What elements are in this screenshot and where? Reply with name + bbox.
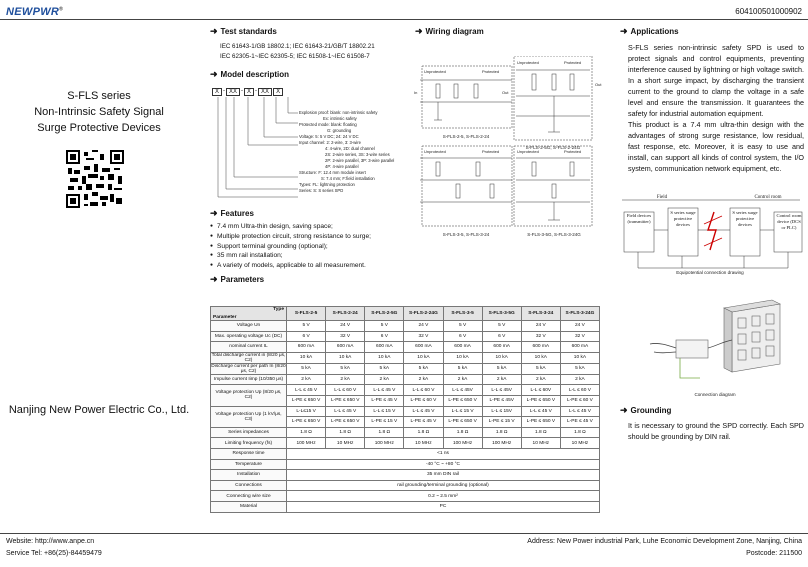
table-cell: 32 V bbox=[560, 331, 599, 342]
table-cell: L-PE ≤ 45 V bbox=[404, 417, 443, 428]
table-cell: 600 mA bbox=[365, 342, 404, 353]
table-cell: 10 kA bbox=[404, 352, 443, 363]
table-body-voltage-protection bbox=[211, 385, 600, 427]
table-cell: 100 MHz bbox=[443, 438, 482, 449]
model-code-part: X bbox=[273, 88, 283, 96]
address: Address: New Power industrial Park, Luhe Economic Development Zone, Nanjing, China bbox=[527, 538, 802, 545]
table-row bbox=[211, 406, 600, 417]
table-cell: 10 kA bbox=[287, 352, 326, 363]
out-label: Out bbox=[595, 82, 602, 87]
connection-diagram bbox=[640, 282, 790, 392]
table-cell: L-L ≤ 45 V bbox=[365, 385, 404, 396]
row-label: Discharge current per path In (8/20 μs, C2) bbox=[211, 363, 286, 374]
table-row bbox=[211, 448, 600, 459]
model-note: Ex: intrinsic safety bbox=[323, 116, 357, 121]
table-row bbox=[211, 501, 600, 512]
parameters-table bbox=[210, 306, 600, 513]
column-header: S-FLS-3-24 bbox=[521, 307, 560, 321]
table-cell: 600 mA bbox=[287, 342, 326, 353]
table-cell: L-PE ≤ 650 V bbox=[326, 417, 365, 428]
standard-line: IEC 62305-1~IEC 62305-5; IEC 61508-1~IEC 61508-7 bbox=[220, 53, 370, 60]
applications-text bbox=[628, 42, 804, 174]
type-parameter-cell bbox=[211, 307, 287, 321]
table-cell: 24 V bbox=[326, 321, 365, 332]
model-note: 2P: 2-wire parallel, 3P: 3-wire parallel bbox=[325, 158, 395, 163]
row-label: Response time bbox=[211, 448, 287, 459]
table-cell: L-PE ≤ 15 V bbox=[365, 417, 404, 428]
feature-item: ● 7.4 mm Ultra-thin design, saving space; bbox=[210, 222, 371, 232]
unprotected-label: Unprotected bbox=[517, 149, 539, 154]
series-title bbox=[6, 88, 192, 136]
row-label: Voltage protection Up (1 kV/μs, C3) bbox=[211, 406, 287, 427]
table-cell: L-L ≤ 15V bbox=[482, 406, 521, 417]
model-note: 4P: 4-wire parallel bbox=[325, 164, 359, 169]
row-label: Impulse current Iimp (10/350 μs) bbox=[211, 374, 287, 385]
column-header: S-FLS-2-5 bbox=[287, 307, 326, 321]
model-code-sep: - bbox=[255, 88, 258, 94]
row-label: Connections bbox=[211, 480, 287, 491]
table-cell: L-L ≤ 45V bbox=[482, 385, 521, 396]
type-label: Type bbox=[273, 307, 284, 312]
table-cell: 10 kA bbox=[365, 352, 404, 363]
wiring-caption: S-FLS-3-5G, S-FLS-3-24G bbox=[527, 232, 581, 237]
protected-label: Protected bbox=[564, 60, 582, 65]
features-heading: ➜ Features bbox=[210, 208, 254, 218]
row-label: Connecting wire size bbox=[211, 491, 287, 502]
table-cell: 5 kA bbox=[521, 363, 560, 374]
table-row bbox=[211, 459, 600, 470]
applications-heading: ➜ Applications bbox=[620, 26, 679, 36]
table-cell: 10 kA bbox=[443, 352, 482, 363]
model-note: 2S: 2-wire series, 3S: 3-wire series bbox=[325, 152, 390, 157]
table-cell: 10 kA bbox=[521, 352, 560, 363]
table-row bbox=[211, 470, 600, 481]
table-cell: 0.2 ~ 2.5 mm² bbox=[287, 491, 600, 502]
table-cell: L-PE ≤ 650 V bbox=[287, 417, 326, 428]
table-cell: L-L ≤ 45 V bbox=[521, 406, 560, 417]
title-line: Non-Intrinsic Safety Signal bbox=[34, 106, 164, 118]
table-cell: 24 V bbox=[560, 321, 599, 332]
table-cell: 2 kA bbox=[443, 374, 482, 385]
table-cell: 100 MHz bbox=[482, 438, 521, 449]
table-cell: L-L ≤ 60V bbox=[521, 385, 560, 396]
table-cell: 2 kA bbox=[521, 374, 560, 385]
model-code-part: X bbox=[212, 88, 222, 96]
equipotential-diagram bbox=[618, 190, 804, 278]
brand-logo: NEWPWR® bbox=[6, 6, 64, 18]
table-cell: 1.8 Ω bbox=[287, 427, 326, 438]
table-cell: L-L ≤ 45V bbox=[443, 385, 482, 396]
table-cell: L-PE ≤ 650 V bbox=[326, 395, 365, 406]
table-cell: 1.8 Ω bbox=[404, 427, 443, 438]
unprotected-label: Unprotected bbox=[517, 60, 539, 65]
arrow-right-icon: ➜ bbox=[210, 208, 218, 218]
table-cell: 10 kA bbox=[326, 352, 365, 363]
table-cell: 1.8 Ω bbox=[521, 427, 560, 438]
table-cell: 100 MHz bbox=[365, 438, 404, 449]
table-cell: 35 mm DIN rail bbox=[287, 470, 600, 481]
table-cell: L-PE ≤ 60 V bbox=[560, 395, 599, 406]
row-label: Max. operating voltage Uc (DC) bbox=[211, 331, 287, 342]
table-cell: 32 V bbox=[404, 331, 443, 342]
table-cell: 1.8 Ω bbox=[365, 427, 404, 438]
table-cell: L-PE ≤ 15 V bbox=[482, 417, 521, 428]
table-cell: 24 V bbox=[404, 321, 443, 332]
table-body-a bbox=[211, 321, 600, 385]
row-label: Installation bbox=[211, 470, 287, 481]
model-code-part: XX bbox=[258, 88, 272, 96]
model-note: Structure: F: 12.4 mm module insert bbox=[299, 170, 366, 175]
unprotected-label: Unprotected bbox=[424, 69, 446, 74]
column-header: S-FLS-3-24G bbox=[560, 307, 599, 321]
arrow-right-icon: ➜ bbox=[620, 26, 628, 36]
in-label: In bbox=[414, 90, 418, 95]
table-cell: 10 kA bbox=[560, 352, 599, 363]
table-cell: L-L ≤ 60 V bbox=[326, 385, 365, 396]
parameter-label: Parameter bbox=[213, 315, 237, 320]
table-row bbox=[211, 438, 600, 449]
table-row bbox=[211, 480, 600, 491]
feature-item: ● Multiple protection circuit, strong resistance to surge; bbox=[210, 232, 371, 242]
table-cell: 5 kA bbox=[365, 363, 404, 374]
table-cell: 6 V bbox=[287, 331, 326, 342]
table-cell: L-L ≤ 45 V bbox=[560, 406, 599, 417]
table-cell: 600 mA bbox=[560, 342, 599, 353]
row-label: Voltage protection Up (8/20 μs, C2) bbox=[211, 385, 287, 406]
table-cell: 5 kA bbox=[443, 363, 482, 374]
wiring-caption-2: S-FLS-2-5G, S-FLS-2-24G bbox=[525, 145, 581, 150]
table-cell: rail grounding/terminal grounding (optional) bbox=[287, 480, 600, 491]
table-cell: L-PE ≤ 650 V bbox=[443, 417, 482, 428]
out-label: Out bbox=[502, 90, 509, 95]
table-cell: 2 kA bbox=[365, 374, 404, 385]
table-row bbox=[211, 385, 600, 396]
connection-caption: Connection diagram bbox=[694, 392, 736, 397]
arrow-right-icon: ➜ bbox=[210, 69, 218, 79]
table-row bbox=[211, 363, 600, 374]
table-cell: 6 V bbox=[365, 331, 404, 342]
table-cell: PC bbox=[287, 501, 600, 512]
table-cell: L-PE ≤ 45 V bbox=[560, 417, 599, 428]
table-cell: 5 V bbox=[365, 321, 404, 332]
table-cell: L-L ≤ 15 V bbox=[443, 406, 482, 417]
postcode: Postcode: 211500 bbox=[746, 550, 802, 557]
model-note: Explosion proof: blank: non-intrinsic safety bbox=[299, 110, 378, 115]
column-header: S-FLS-2-5G bbox=[365, 307, 404, 321]
spd-field-label: S series surge protective devices bbox=[670, 210, 696, 227]
table-cell: <1 ns bbox=[287, 448, 600, 459]
applications-paragraph: This product is a 7.4 mm ultra-thin design with the advantages of strong surge resistance, low residual, fast response, etc. Moreover, it is easy to use and install, can support all kinds of control system, the I/O system, communication network equipment, etc. bbox=[628, 120, 804, 173]
table-cell: 10 MHz bbox=[560, 438, 599, 449]
table-cell: L-L ≤ 45 V bbox=[326, 406, 365, 417]
feature-item: ● 35 mm rail installation; bbox=[210, 251, 371, 261]
table-cell: 2 kA bbox=[560, 374, 599, 385]
header-divider bbox=[0, 19, 808, 20]
table-row bbox=[211, 342, 600, 353]
row-label: Material bbox=[211, 501, 287, 512]
footer-divider bbox=[0, 533, 808, 534]
column-header: S-FLS-2-24 bbox=[326, 307, 365, 321]
arrow-right-icon: ➜ bbox=[210, 274, 218, 284]
model-leader-lines bbox=[214, 97, 300, 201]
table-cell: L-L ≤ 45 V bbox=[287, 385, 326, 396]
table-cell: 5 V bbox=[287, 321, 326, 332]
table-cell: 5 kA bbox=[326, 363, 365, 374]
table-cell: L-L ≤ 60 V bbox=[404, 385, 443, 396]
arrow-right-icon: ➜ bbox=[415, 26, 423, 36]
table-row bbox=[211, 352, 600, 363]
table-cell: L-L ≤ 60 V bbox=[560, 385, 599, 396]
table-cell: 1.8 Ω bbox=[560, 427, 599, 438]
table-cell: 5 kA bbox=[287, 363, 326, 374]
model-note: G: grounding bbox=[327, 128, 352, 133]
table-cell: 5 kA bbox=[482, 363, 521, 374]
table-cell: 5 kA bbox=[404, 363, 443, 374]
table-cell: 600 mA bbox=[326, 342, 365, 353]
table-cell: 600 mA bbox=[482, 342, 521, 353]
test-standards-list bbox=[220, 42, 375, 62]
model-note: Voltage: 5: 5 V DC; 24: 24 V DC bbox=[299, 134, 359, 139]
table-cell: 6 V bbox=[443, 331, 482, 342]
title-line: S-FLS series bbox=[67, 90, 131, 102]
wiring-caption: S-FLS-3-5, S-FLS-3-24 bbox=[442, 232, 490, 237]
field-label: Field bbox=[656, 195, 668, 200]
table-cell: 6 V bbox=[482, 331, 521, 342]
row-label: Temperature bbox=[211, 459, 287, 470]
model-note: Protected mode: blank: floating bbox=[299, 122, 357, 127]
row-label: Voltage Un bbox=[211, 321, 287, 332]
table-cell: 1.8 Ω bbox=[443, 427, 482, 438]
qr-code bbox=[66, 150, 124, 208]
table-cell: 10 kA bbox=[482, 352, 521, 363]
wiring-heading: ➜ Wiring diagram bbox=[415, 26, 484, 36]
control-room-label: Control room bbox=[754, 195, 782, 200]
model-notes bbox=[299, 110, 394, 194]
table-row bbox=[211, 321, 600, 332]
control-device-label: Control room device (DCS or PLC) bbox=[776, 213, 802, 230]
company-name: Nanjing New Power Electric Co., Ltd. bbox=[8, 404, 190, 416]
equipotential-caption: Equipotential connection drawing bbox=[676, 270, 744, 275]
column-header: S-FLS-3-5 bbox=[443, 307, 482, 321]
test-standards-heading: ➜ Test standards bbox=[210, 26, 277, 36]
model-code-sep: - bbox=[223, 88, 226, 94]
title-line: Surge Protective Devices bbox=[37, 122, 161, 134]
arrow-right-icon: ➜ bbox=[210, 26, 218, 36]
table-row bbox=[211, 491, 600, 502]
table-cell: L-PE ≤ 60 V bbox=[404, 395, 443, 406]
model-code-part: X bbox=[244, 88, 254, 96]
table-cell: L-PE ≤ 650 V bbox=[521, 395, 560, 406]
protected-label: Protected bbox=[482, 69, 500, 74]
model-code bbox=[212, 88, 283, 96]
model-heading: ➜ Model description bbox=[210, 69, 289, 79]
table-body-common bbox=[211, 448, 600, 512]
table-row bbox=[211, 374, 600, 385]
model-note: S: 7.4 mm; F:field installation bbox=[321, 176, 375, 181]
table-cell: 2 kA bbox=[404, 374, 443, 385]
protected-label: Protected bbox=[482, 149, 500, 154]
table-cell: 600 mA bbox=[443, 342, 482, 353]
model-note: Types: FL: lightning protection bbox=[299, 182, 355, 187]
table-cell: L-L≤15 V bbox=[287, 406, 326, 417]
table-cell: 5 kA bbox=[560, 363, 599, 374]
table-cell: 2 kA bbox=[287, 374, 326, 385]
table-cell: 600 mA bbox=[521, 342, 560, 353]
table-cell: -40 °C ~ +80 °C bbox=[287, 459, 600, 470]
arrow-right-icon: ➜ bbox=[620, 405, 628, 415]
unprotected-label: Unprotected bbox=[424, 149, 446, 154]
row-label: Series impedances bbox=[211, 427, 287, 438]
row-label: nominal current IL bbox=[211, 342, 287, 353]
table-cell: 5 V bbox=[482, 321, 521, 332]
document-number: 604100501000902 bbox=[735, 7, 802, 16]
table-header-row bbox=[211, 307, 600, 321]
table-row bbox=[211, 331, 600, 342]
feature-item: ● Support terminal grounding (optional); bbox=[210, 242, 371, 252]
wiring-caption: S-FLS-2-5, S-FLS-2-24 bbox=[442, 134, 490, 139]
table-cell: 10 MHz bbox=[404, 438, 443, 449]
table-cell: 5 V bbox=[443, 321, 482, 332]
table-cell: L-PE ≤ 650 V bbox=[287, 395, 326, 406]
table-cell: L-L ≤ 15 V bbox=[365, 406, 404, 417]
table-cell: 32 V bbox=[326, 331, 365, 342]
table-cell: L-PE ≤ 650 V bbox=[521, 417, 560, 428]
table-row bbox=[211, 427, 600, 438]
model-note: Input channel: 2: 2-wire, 3: 3-wire bbox=[299, 140, 361, 145]
table-cell: 600 mA bbox=[404, 342, 443, 353]
table-cell: 2 kA bbox=[482, 374, 521, 385]
column-header: S-FLS-2-24G bbox=[404, 307, 443, 321]
table-body-b bbox=[211, 427, 600, 448]
table-cell: 1.8 Ω bbox=[326, 427, 365, 438]
grounding-text: It is necessary to ground the SPD correctly. Each SPD should be grounding by DIN rail. bbox=[628, 421, 804, 441]
table-cell: 10 MHz bbox=[521, 438, 560, 449]
row-label: Total discharge current in (8/20 μs, C2) bbox=[211, 352, 286, 363]
table-cell: L-PE ≤ 650 V bbox=[443, 395, 482, 406]
spd-control-label: S series surge protective devices bbox=[732, 210, 758, 227]
table-cell: 32 V bbox=[521, 331, 560, 342]
features-list bbox=[210, 222, 371, 271]
model-code-part: XX bbox=[226, 88, 240, 96]
website-link[interactable]: Website: http://www.anpe.cn bbox=[6, 538, 95, 545]
grounding-heading: ➜ Grounding bbox=[620, 405, 672, 415]
table-cell: L-PE ≤ 45V bbox=[482, 395, 521, 406]
row-label: Limiting frequency (fs) bbox=[211, 438, 287, 449]
table-cell: 24 V bbox=[521, 321, 560, 332]
table-cell: L-L ≤ 45 V bbox=[404, 406, 443, 417]
applications-paragraph: S-FLS series non-intrinsic safety SPD is used to protect signals and control equipments, preventing interference caused by lightning or high voltage switch. In a short surge impact, by discharging the transient current to the ground to clamp the voltage in a safe level and ensure the transmission. It guarantees the safety for industrial automation equipment. bbox=[628, 43, 804, 118]
service-tel: Service Tel: +86(25)-84459479 bbox=[6, 550, 102, 557]
table-cell: 100 MHz bbox=[287, 438, 326, 449]
model-note: 4: 4-wire, 2D: dual channel bbox=[325, 146, 375, 151]
table-cell: 2 kA bbox=[326, 374, 365, 385]
feature-item: ● A variety of models, applicable to all measurement. bbox=[210, 261, 371, 271]
table-cell: L-PE ≤ 45 V bbox=[365, 395, 404, 406]
field-devices-label: Field devices (transmitter) bbox=[626, 213, 652, 224]
table-cell: 1.8 Ω bbox=[482, 427, 521, 438]
column-header: S-FLS-3-5G bbox=[482, 307, 521, 321]
parameters-heading: ➜ Parameters bbox=[210, 274, 265, 284]
model-code-sep: - bbox=[241, 88, 244, 94]
protected-label: Protected bbox=[564, 149, 582, 154]
table-cell: 10 MHz bbox=[326, 438, 365, 449]
standard-line: IEC 61643-1/GB 18802.1; IEC 61643-21/GB/T 18802.21 bbox=[220, 43, 375, 50]
model-note: Series: S: S series SPD bbox=[299, 188, 344, 193]
